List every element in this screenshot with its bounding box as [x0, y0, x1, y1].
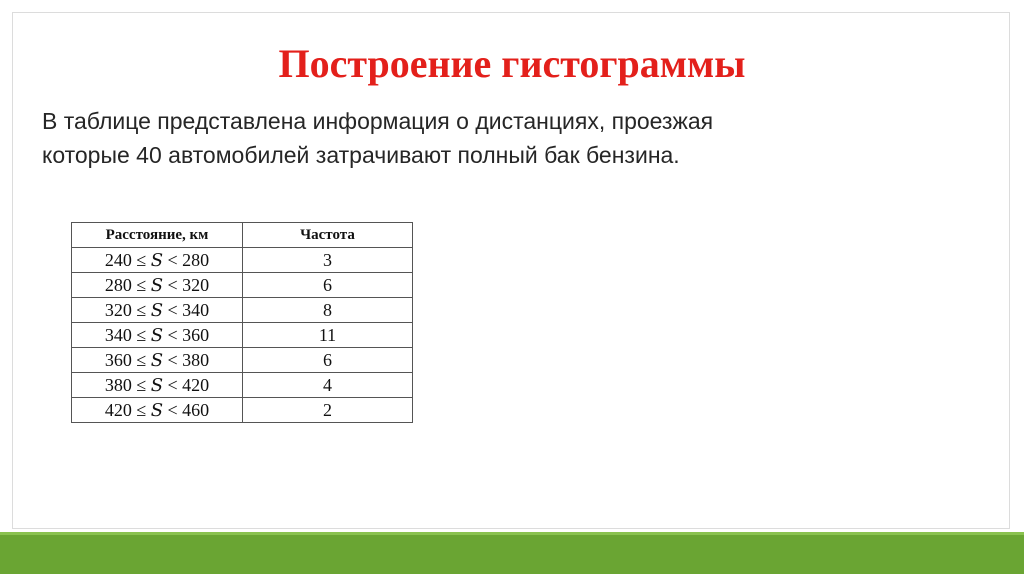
header-distance: Расстояние, км — [72, 223, 243, 248]
frequency-cell: 3 — [243, 248, 413, 273]
frequency-cell: 4 — [243, 373, 413, 398]
range-cell: 240 ≤ 𝑆 < 280 — [72, 248, 243, 273]
intro-line-2: которые 40 автомобилей затрачивают полный бак бензина. — [42, 142, 680, 168]
range-cell: 360 ≤ 𝑆 < 380 — [72, 348, 243, 373]
range-cell: 340 ≤ 𝑆 < 360 — [72, 323, 243, 348]
frequency-cell: 8 — [243, 298, 413, 323]
range-cell: 380 ≤ 𝑆 < 420 — [72, 373, 243, 398]
frequency-table — [71, 222, 413, 423]
frequency-cell: 11 — [243, 323, 413, 348]
table-row — [72, 248, 413, 273]
table-row — [72, 398, 413, 423]
range-cell: 280 ≤ 𝑆 < 320 — [72, 273, 243, 298]
table-row — [72, 323, 413, 348]
header-frequency: Частота — [243, 223, 413, 248]
intro-text — [42, 104, 862, 172]
range-cell: 320 ≤ 𝑆 < 340 — [72, 298, 243, 323]
table-header-row — [72, 223, 413, 248]
frequency-cell: 6 — [243, 273, 413, 298]
table-row — [72, 348, 413, 373]
slide-title: Построение гистограммы — [278, 41, 746, 86]
range-cell: 420 ≤ 𝑆 < 460 — [72, 398, 243, 423]
intro-line-1: В таблице представлена информация о дистанциях, проезжая — [42, 108, 714, 134]
frequency-cell: 2 — [243, 398, 413, 423]
frequency-cell: 6 — [243, 348, 413, 373]
table-row — [72, 298, 413, 323]
footer-bar — [0, 532, 1024, 574]
table-row — [72, 273, 413, 298]
table-row — [72, 373, 413, 398]
